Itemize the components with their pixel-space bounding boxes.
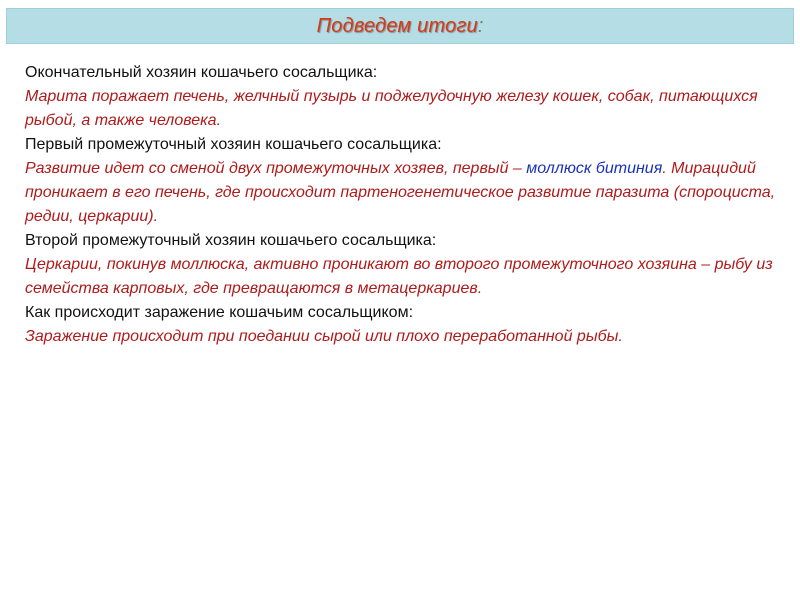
highlight-mollusk-bithynia: моллюск битиния bbox=[526, 160, 663, 177]
answer-first-intermediate-part1: Развитие идет со сменой двух промежуточных хозяев, первый – bbox=[25, 160, 527, 177]
answer-first-intermediate-host bbox=[25, 157, 785, 229]
question-final-host: Окончательный хозяин кошачьего сосальщика: bbox=[25, 64, 378, 81]
answer-first-intermediate-part2: . Мирацидий проникает в его печень, где происходит партеногенетическое развитие паразита (спороциста, редии, церкарии). bbox=[25, 160, 776, 225]
question-first-intermediate-host: Первый промежуточный хозяин кошачьего сосальщика: bbox=[25, 136, 442, 153]
slide-body bbox=[25, 61, 785, 349]
question-infection-route: Как происходит заражение кошачьим сосальщиком: bbox=[25, 304, 414, 321]
slide-title-bar bbox=[6, 8, 794, 44]
answer-infection-route: Заражение происходит при поедании сырой или плохо переработанной рыбы. bbox=[25, 328, 623, 345]
answer-second-intermediate-host: Церкарии, покинув моллюска, активно проникают во второго промежуточного хозяина – рыбу из семейства карповых, где превращаются в метацеркариев. bbox=[25, 256, 773, 297]
answer-final-host: Марита поражает печень, желчный пузырь и поджелудочную железу кошек, собак, питающихся рыбой, а также человека. bbox=[25, 88, 758, 129]
slide-title-colon: : bbox=[477, 14, 484, 37]
slide-title: Подведем итоги bbox=[316, 14, 478, 37]
question-second-intermediate-host: Второй промежуточный хозяин кошачьего сосальщика: bbox=[25, 232, 437, 249]
